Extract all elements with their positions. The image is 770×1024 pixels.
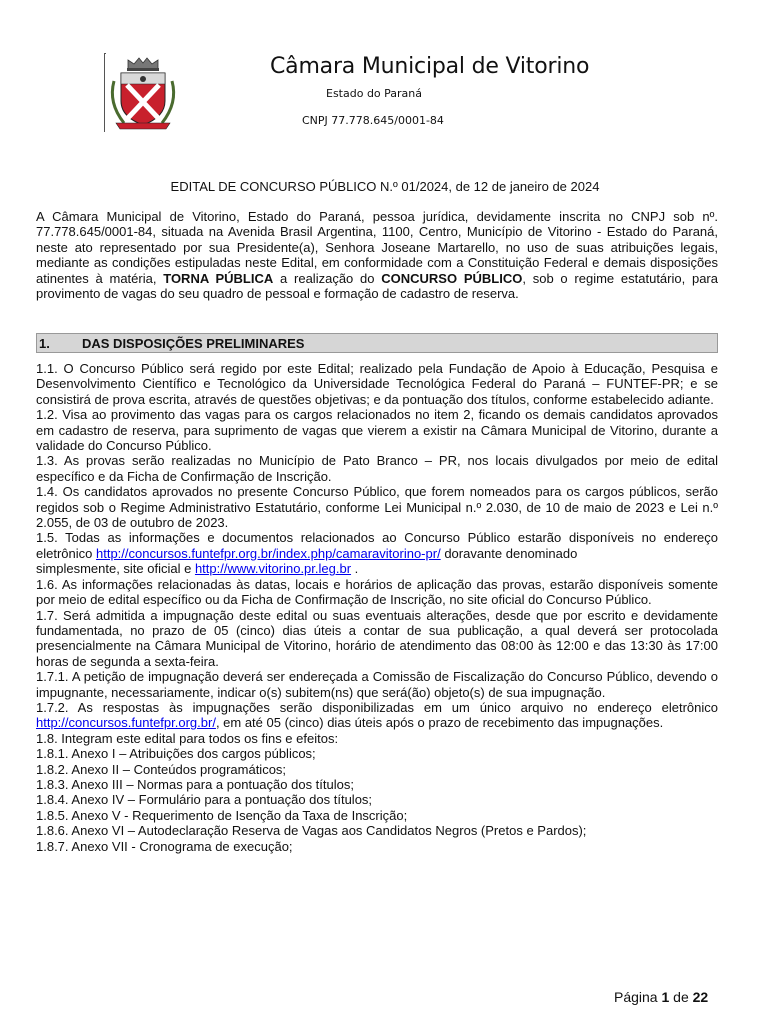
item-1-6: 1.6. As informações relacionadas às datas, locais e horários de aplicação das provas, estarão disponíveis somente por meio de edital específico ou da Ficha de Confirmação de Inscrição, no site oficial do Concurso Público. — [36, 576, 718, 608]
item-1-1: 1.1. O Concurso Público será regido por este Edital; realizado pela Fundação de Apoio à Educação, Pesquisa e Desenvolvimento Científico e Tecnológico da Universidade Tecnológica Federal do Paraná – FUNTEF-PR; e se consistirá de prova escrita, através de questões objetivas; e da pontuação dos títulos, conforme estabelecido adiante. — [36, 361, 718, 407]
item-text: eletrônico — [36, 545, 93, 561]
intro-paragraph — [36, 209, 718, 301]
section-number: 1. — [39, 336, 50, 351]
intro-text: A Câmara Municipal de Vitorino, Estado do Paraná, pessoa jurídica, devidamente inscrita no CNPJ sob nº. 77.778.645/0001-84, situada na Avenida Brasil Argentina, 1100, Centro, Município de Vitorino - Estado do Paraná, neste ato representado por sua Presidente(a), Senhora Joseane Martarello, no uso de suas atribuições legais, mediante as condições estipuladas neste Edital, em conformidade com a Constituição Federal e demais disposições atinentes à matéria, — [36, 209, 718, 286]
annex-item: 1.8.6. Anexo VI – Autodeclaração Reserva de Vagas aos Candidatos Negros (Pretos e Pardos); — [36, 823, 587, 839]
item-1-7-2 — [36, 700, 718, 731]
section-title: DAS DISPOSIÇÕES PRELIMINARES — [82, 336, 305, 351]
funtef-link[interactable]: http://concursos.funtefpr.org.br/index.php/camaravitorino-pr/ — [96, 545, 441, 561]
intro-text: , sob o regime estatutário, para provimento de vagas do seu quadro de pessoal e formação de cadastro de reserva. — [36, 270, 718, 302]
section-header — [36, 333, 718, 353]
annex-item: 1.8.4. Anexo IV – Formulário para a pontuação dos títulos; — [36, 792, 373, 808]
annex-item: 1.8.1. Anexo I – Atribuições dos cargos públicos; — [36, 746, 316, 762]
intro-text: a realização do — [273, 270, 382, 286]
item-1-8: 1.8. Integram este edital para todos os fins e efeitos: — [36, 730, 339, 746]
vitorino-link[interactable]: http://www.vitorino.pr.leg.br — [194, 561, 352, 577]
cnpj-line: CNPJ 77.778.645/0001-84 — [302, 114, 444, 127]
chamber-title: Câmara Municipal de Vitorino — [270, 54, 590, 79]
intro-bold: TORNA PÚBLICA — [163, 270, 274, 286]
annex-item: 1.8.7. Anexo VII - Cronograma de execução; — [36, 838, 293, 854]
section-body — [36, 361, 718, 854]
annex-item: 1.8.3. Anexo III – Normas para a pontuação dos títulos; — [36, 776, 354, 792]
item-1-7-1: 1.7.1. A petição de impugnação deverá ser endereçada a Comissão de Fiscalização do Concurso Público, devendo o impugnante, necessariamente, indicar o(s) subitem(ns) que será(ão) objeto(s) de sua impugnação. — [36, 669, 718, 700]
annex-item: 1.8.5. Anexo V - Requerimento de Isenção da Taxa de Inscrição; — [36, 807, 408, 823]
item-1-3: 1.3. As provas serão realizadas no Município de Pato Branco – PR, nos locais divulgados por meio de edital específico e da Ficha de Confirmação de Inscrição. — [36, 453, 718, 484]
item-text: . — [351, 561, 359, 577]
intro-bold: CONCURSO PÚBLICO — [381, 270, 523, 286]
funtef-concursos-link[interactable]: http://concursos.funtefpr.org.br/ — [36, 715, 216, 731]
municipal-crest — [104, 53, 182, 133]
footer-label: Página — [614, 989, 658, 1005]
item-1-7: 1.7. Será admitida a impugnação deste edital ou suas eventuais alterações, desde que por escrito e devidamente fundamentada, no prazo de 05 (cinco) dias úteis a contar de sua publicação, a qual deverá ser protocolada presencialmente na Câmara Municipal de Vitorino, horário de atendimento das 08:00 às 12:00 e das 13:30 às 17:00 horas de segunda a sexta-feira. — [36, 607, 718, 669]
item-1-4: 1.4. Os candidatos aprovados no presente Concurso Público, que forem nomeados para os cargos públicos, serão regidos sob o Regime Administrativo Estatutário, conforme Lei Municipal n.º 2.030, de 10 de maio de 2023 e Lei n.º 2.055, de 03 de outubro de 2023. — [36, 484, 718, 531]
footer-of: de — [673, 989, 689, 1005]
item-text: 1.5. Todas as informações e documentos relacionados ao Concurso Público estarão disponíveis no endereço — [36, 530, 718, 546]
item-text: 1.7.2. As respostas às impugnações serão disponibilizadas em um único arquivo no endereço eletrônico — [36, 699, 718, 715]
item-text: doravante — [444, 545, 503, 561]
item-text: simplesmente, site oficial e — [36, 561, 195, 577]
item-text: , em até 05 (cinco) dias úteis após o prazo de recebimento das impugnações. — [215, 715, 664, 731]
item-1-5 — [36, 530, 718, 576]
state-subtitle: Estado do Paraná — [326, 87, 423, 100]
annex-item: 1.8.2. Anexo II – Conteúdos programáticos; — [36, 761, 287, 777]
page-footer — [614, 989, 708, 1005]
edital-title: EDITAL DE CONCURSO PÚBLICO N.º 01/2024, de 12 de janeiro de 2024 — [170, 179, 600, 194]
footer-page-number: 1 — [661, 989, 670, 1005]
footer-total-pages: 22 — [692, 989, 709, 1005]
item-1-2: 1.2. Visa ao provimento das vagas para os cargos relacionados no item 2, ficando os demais candidatos aprovados em cadastro de reserva, para suprimento de vagas que vierem a existir na Câmara Municipal de Vitorino, durante a validade do Concurso Público. — [36, 407, 718, 454]
item-text: denominado — [505, 545, 578, 561]
